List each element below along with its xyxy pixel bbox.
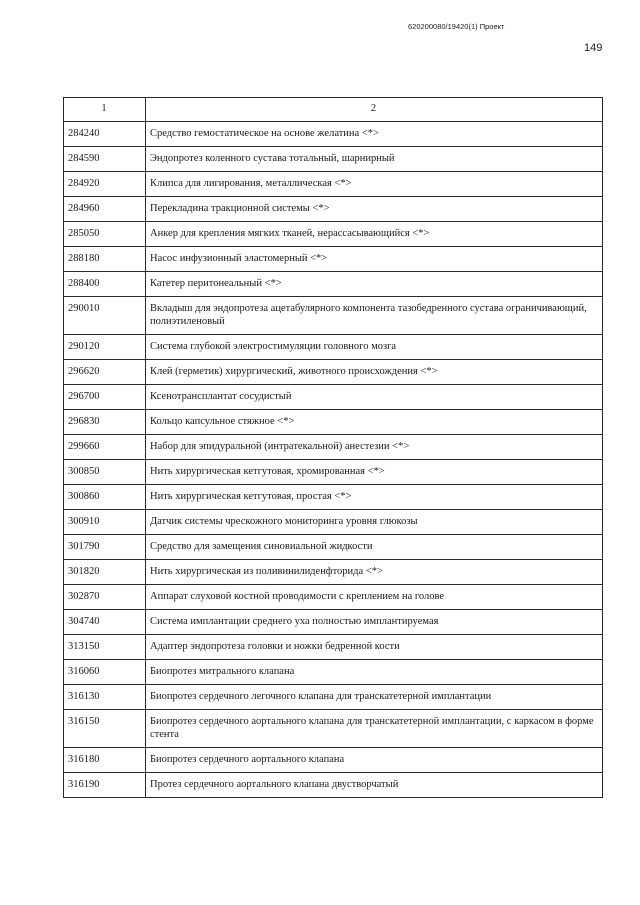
row-code: 296830 [64,410,146,435]
table-row [64,485,603,510]
row-code: 288180 [64,247,146,272]
row-code: 284590 [64,147,146,172]
table-row [64,635,603,660]
row-code: 284960 [64,197,146,222]
row-code: 304740 [64,610,146,635]
row-code: 300910 [64,510,146,535]
table-row [64,172,603,197]
row-name: Кольцо капсульное стяжное <*> [146,410,603,435]
table-row [64,435,603,460]
column-header-1: 1 [64,98,146,122]
row-name: Перекладина тракционной системы <*> [146,197,603,222]
table-row [64,585,603,610]
row-name: Биопротез сердечного легочного клапана для транскатетерной имплантации [146,685,603,710]
table-row [64,710,603,748]
table-row [64,122,603,147]
table-row [64,147,603,172]
table-row [64,335,603,360]
table-row [64,510,603,535]
row-name: Нить хирургическая кетгутовая, простая <*> [146,485,603,510]
row-name: Аппарат слуховой костной проводимости с креплением на голове [146,585,603,610]
row-code: 316190 [64,773,146,798]
row-name: Нить хирургическая из поливинилиденфторида <*> [146,560,603,585]
table-row [64,560,603,585]
page-number: 149 [584,42,603,54]
row-code: 313150 [64,635,146,660]
row-code: 296620 [64,360,146,385]
row-name: Клей (герметик) хирургический, животного происхождения <*> [146,360,603,385]
row-code: 284920 [64,172,146,197]
table-body [64,122,603,798]
row-code: 316180 [64,748,146,773]
table-row [64,385,603,410]
row-name: Набор для эпидуральной (интратекальной) анестезии <*> [146,435,603,460]
row-code: 284240 [64,122,146,147]
row-name: Анкер для крепления мягких тканей, нерассасывающийся <*> [146,222,603,247]
table-row [64,222,603,247]
table-row [64,197,603,222]
row-name: Насос инфузионный эластомерный <*> [146,247,603,272]
document-id: 620200080/19420(1) Проект [408,22,505,31]
table-row [64,460,603,485]
row-code: 290010 [64,297,146,335]
row-name: Вкладыш для эндопротеза ацетабулярного компонента тазобедренного сустава ограничивающий, полиэтиленовый [146,297,603,335]
row-code: 299660 [64,435,146,460]
row-code: 290120 [64,335,146,360]
table-row [64,748,603,773]
table-row [64,610,603,635]
row-name: Протез сердечного аортального клапана двустворчатый [146,773,603,798]
table-row [64,360,603,385]
row-code: 301790 [64,535,146,560]
table-row [64,535,603,560]
row-code: 302870 [64,585,146,610]
row-name: Система глубокой электростимуляции головного мозга [146,335,603,360]
row-code: 301820 [64,560,146,585]
row-name: Средство для замещения синовиальной жидкости [146,535,603,560]
row-code: 288400 [64,272,146,297]
table-header-row [64,98,603,122]
row-name: Катетер перитонеальный <*> [146,272,603,297]
table-row [64,660,603,685]
row-code: 316130 [64,685,146,710]
row-code: 296700 [64,385,146,410]
row-name: Эндопротез коленного сустава тотальный, шарнирный [146,147,603,172]
column-header-2: 2 [146,98,603,122]
row-name: Нить хирургическая кетгутовая, хромированная <*> [146,460,603,485]
row-name: Адаптер эндопротеза головки и ножки бедренной кости [146,635,603,660]
row-name: Биопротез сердечного аортального клапана [146,748,603,773]
row-code: 300860 [64,485,146,510]
table-row [64,297,603,335]
device-table [63,97,603,798]
row-code: 285050 [64,222,146,247]
row-name: Клипса для лигирования, металлическая <*> [146,172,603,197]
table-row [64,685,603,710]
table-row [64,247,603,272]
row-code: 300850 [64,460,146,485]
row-name: Система имплантации среднего уха полностью имплантируемая [146,610,603,635]
row-name: Средство гемостатическое на основе желатина <*> [146,122,603,147]
row-name: Датчик системы чрескожного мониторинга уровня глюкозы [146,510,603,535]
row-code: 316060 [64,660,146,685]
row-name: Ксенотрансплантат сосудистый [146,385,603,410]
table-row [64,410,603,435]
row-name: Биопротез сердечного аортального клапана для транскатетерной имплантации, с каркасом в форме стента [146,710,603,748]
table-row [64,773,603,798]
row-name: Биопротез митрального клапана [146,660,603,685]
table-row [64,272,603,297]
row-code: 316150 [64,710,146,748]
